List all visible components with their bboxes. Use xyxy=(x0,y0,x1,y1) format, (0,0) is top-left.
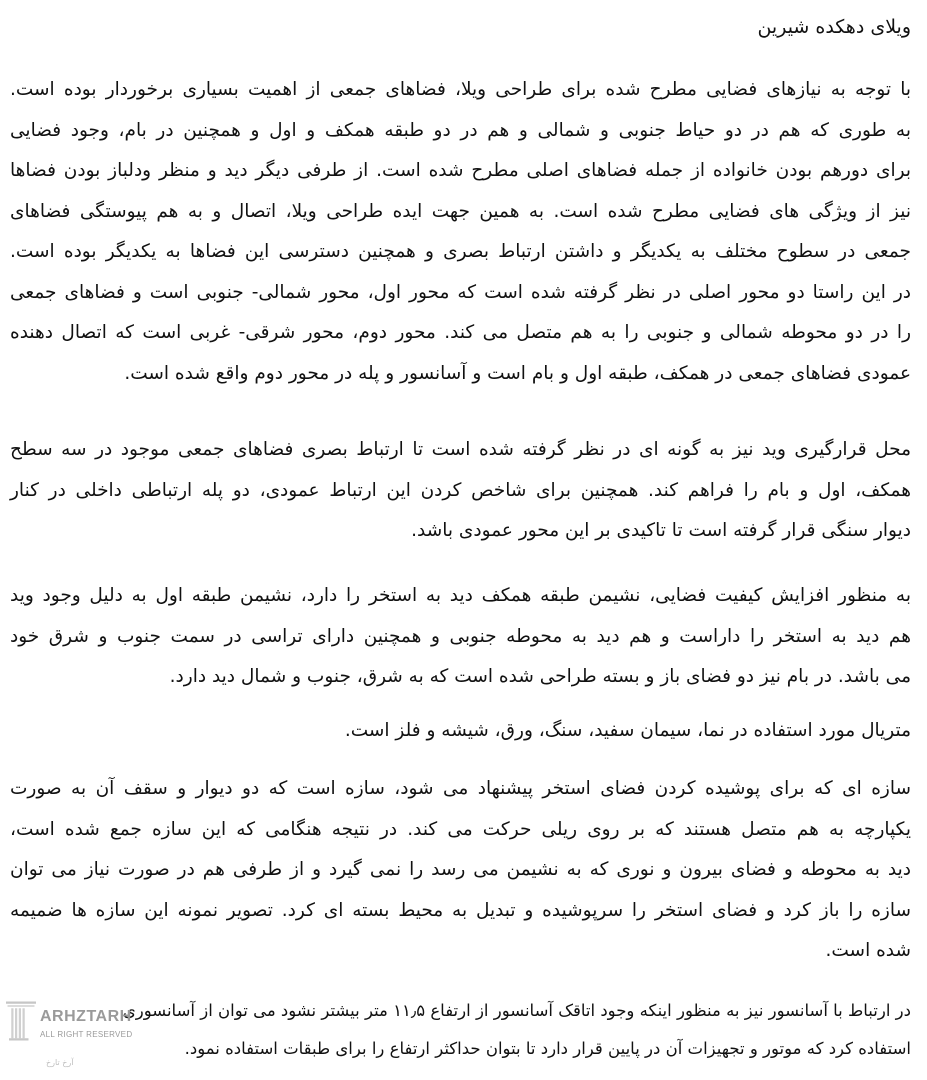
text-line: استفاده کرد که موتور و تجهیزات آن در پایین قرار دارد تا بتوان حداکثر ارتفاع را برای طبقات استفاده نمود. xyxy=(184,1039,911,1058)
paragraph-design-concept xyxy=(10,70,911,394)
paragraph-views xyxy=(10,576,911,698)
text-line: به منظور افزایش کیفیت فضایی، نشیمن طبقه همکف دید به استخر را دارد، نشیمن طبقه اول به دلیل وجود وید xyxy=(10,585,911,606)
text-line: هم دید به استخر را داراست و هم دید به محوطه جنوبی و همچنین دارای تراسی در سمت جنوب و شرق خود xyxy=(10,625,911,647)
text-line: در ارتباط با آسانسور نیز به منظور اینکه وجود اتاقک آسانسور از ارتفاع ۱۱٫۵ متر بیشتر نشود می توان از آسانسوری xyxy=(122,1001,911,1020)
watermark-small-mark: آرخ تارخ xyxy=(46,1058,74,1067)
text-line: به طوری که هم در دو حیاط جنوبی و شمالی و هم در دو طبقه همکف و اول و همچنین در بام، وجود فضایی xyxy=(10,119,911,141)
text-line: می باشد. در بام نیز دو فضای باز و بسته طراحی شده است که به شرق، جنوب و شمال دید دارد. xyxy=(169,666,911,687)
paragraph-pool-structure xyxy=(10,769,911,972)
paragraph-elevator xyxy=(122,992,911,1068)
text-line: دید به محوطه و فضای بیرون و نوری که به نشیمن می رسد را نمی گیرد و از طرفی هم در صورت نیاز می توان xyxy=(10,859,911,880)
text-line: یکپارچه به هم متصل هستند که بر روی ریلی حرکت می کند. در نتیجه هنگامی که این سازه جمع شده است، xyxy=(10,818,911,840)
pillar-logo-icon xyxy=(6,1000,36,1042)
text-line: جمعی در سطوح مختلف به یکدیگر و داشتن ارتباط بصری و همچنین دسترسی این فضاها به یکدیگر بوده است. xyxy=(10,241,911,262)
text-line: نیز از ویژگی های فضایی مطرح شده است. به همین جهت ایده طراحی ویلا، اتصال و به هم پیوستگی فضاهای xyxy=(10,200,911,222)
text-line: سازه را باز کرد و فضای استخر را سرپوشیده و تبدیل به محیط بسته ای کرد. تصویر نمونه این سازه ها ضمیمه xyxy=(10,899,911,921)
text-line: سازه ای که برای پوشیده کردن فضای استخر پیشنهاد می شود، سازه است که دو دیوار و سقف آن به صورت xyxy=(10,778,911,799)
paragraph-void xyxy=(10,430,911,552)
text-line: عمودی فضاهای جمعی در همکف، طبقه اول و بام است و آسانسور و پله در محور دوم واقع شده است. xyxy=(124,362,911,384)
text-line: در این راستا دو محور اصلی در نظر گرفته شده است که محور اول، محور شمالی- جنوبی است و فضاهای جمعی xyxy=(10,281,911,303)
text-line: شده است. xyxy=(825,940,911,961)
watermark-brand: ARHZTARH xyxy=(40,1008,132,1025)
text-line: همکف، اول و بام را فراهم کند. همچنین برای شاخص کردن این ارتباط عمودی، دو پله ارتباطی داخلی در کنار xyxy=(10,479,911,501)
document-title: ویلای دهکده شیرین xyxy=(757,16,911,38)
text-line: برای دورهم بودن خانواده از جمله فضاهای اصلی مطرح شده است. از طرفی دیگر دید و منظر ودلباز بودن فضاها xyxy=(10,160,911,181)
text-line: محل قرارگیری وید نیز به گونه ای در نظر گرفته شده است تا ارتباط بصری فضاهای جمعی موجود در سه سطح xyxy=(10,439,911,460)
paragraph-materials xyxy=(10,711,911,752)
text-line: با توجه به نیازهای فضایی مطرح شده برای طراحی ویلا، فضاهای جمعی از اهمیت بسیاری برخوردار بوده است. xyxy=(10,79,911,100)
text-line: دیوار سنگی قرار گرفته است تا تاکیدی بر این محور عمودی باشد. xyxy=(411,520,911,541)
watermark-subtitle: ALL RIGHT RESERVED xyxy=(40,1030,133,1039)
text-line: متریال مورد استفاده در نما، سیمان سفید، سنگ، ورق، شیشه و فلز است. xyxy=(344,720,911,741)
text-line: را در دو محوطه شمالی و جنوبی را به هم متصل می کند. محور دوم، محور شرقی- غربی است که اتصال دهنده xyxy=(10,322,911,343)
